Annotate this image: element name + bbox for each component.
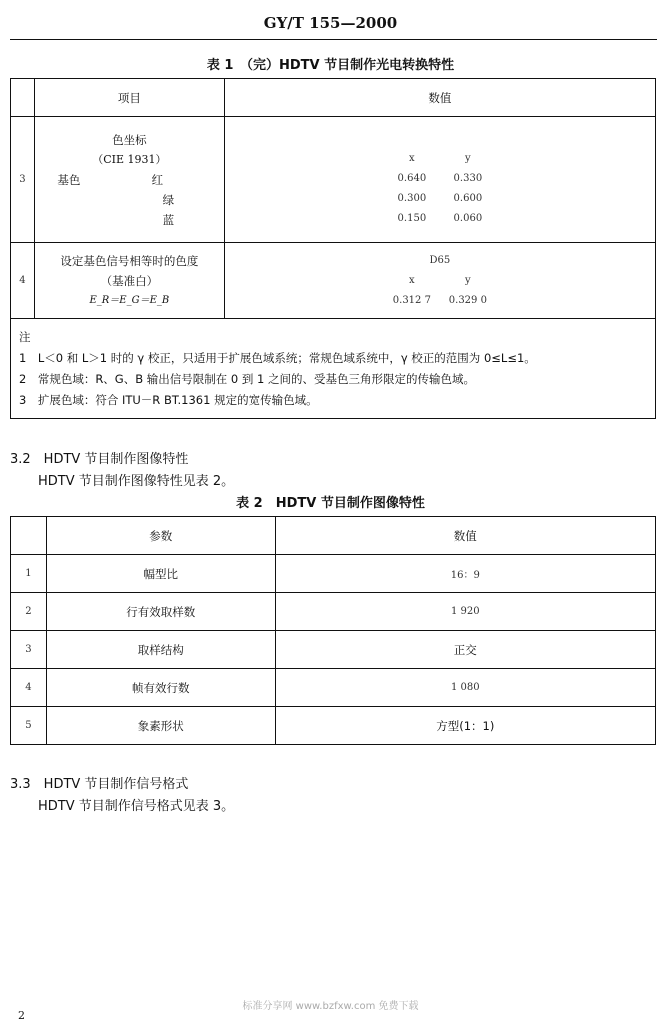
table1 <box>10 78 656 419</box>
header-rule <box>10 39 657 40</box>
table1-row4-values <box>224 243 655 319</box>
table1-row3-no: 3 <box>11 117 35 243</box>
table2-row <box>11 593 656 631</box>
table1-row-3 <box>11 117 656 243</box>
white-y: 0.329 0 <box>448 294 487 306</box>
table2-row <box>11 555 656 593</box>
row4-label-2: （基准白） <box>100 273 159 288</box>
table2-row-param: 象素形状 <box>46 707 275 745</box>
table2-row-value: 1 920 <box>275 593 655 631</box>
table1-notes <box>11 319 656 419</box>
red-y: 0.330 <box>453 172 483 184</box>
table2-row <box>11 669 656 707</box>
table1-row4-item <box>34 243 224 319</box>
section-3-2-text: HDTV 节目制作图像特性见表 2。 <box>38 474 235 489</box>
row3-value-head <box>225 149 655 169</box>
red-x: 0.640 <box>397 172 427 184</box>
table2-row <box>11 707 656 745</box>
table1-header-row <box>11 79 656 117</box>
row3-value-blue <box>225 209 655 229</box>
row3-label-1: 色坐标 <box>112 132 147 147</box>
table2-row <box>11 631 656 669</box>
table2-row-no: 1 <box>11 555 47 593</box>
note-3: 3 扩展色域：符合 ITU－R BT.1361 规定的宽传输色域。 <box>19 392 318 407</box>
table1-header-value: 数值 <box>224 79 655 117</box>
row4-label-1: 设定基色信号相等时的色度 <box>60 253 199 268</box>
table2-row-value: 1 080 <box>275 669 655 707</box>
table2-row-param: 帧有效行数 <box>46 669 275 707</box>
row4-values <box>225 291 655 311</box>
table1-row4-no: 4 <box>11 243 35 319</box>
table2-row-no: 2 <box>11 593 47 631</box>
table2-row-value: 正交 <box>275 631 655 669</box>
note-2: 2 常规色域：R、G、B 输出信号限制在 0 到 1 之间的、受基色三角形限定的传输色域。 <box>19 371 476 386</box>
table1-header-no <box>11 79 35 117</box>
row4-head-y: y <box>465 274 471 286</box>
row3-value-green <box>225 189 655 209</box>
row3-value-red <box>225 169 655 189</box>
row3-label-5: 蓝 <box>162 212 175 227</box>
table2 <box>10 516 656 745</box>
row4-label-3: E_R＝E_G＝E_B <box>89 294 170 306</box>
table2-row-value: 16：9 <box>275 555 655 593</box>
table2-row-no: 5 <box>11 707 47 745</box>
blue-x: 0.150 <box>397 212 427 224</box>
row4-value-head <box>225 271 655 291</box>
row3-label-3 <box>35 170 224 190</box>
section-3-3-heading: 3.3 HDTV 节目制作信号格式 <box>10 777 189 792</box>
footer-watermark: 标准分享网 www.bzfxw.com 免费下载 <box>242 1001 419 1012</box>
green-x: 0.300 <box>397 192 427 204</box>
note-1: 1 L＜0 和 L＞1 时的 γ 校正，只适用于扩展色域系统；常规色域系统中，γ 校正的范围为 0≤L≤1。 <box>19 350 536 365</box>
table2-header-value: 数值 <box>275 517 655 555</box>
green-y: 0.600 <box>453 192 483 204</box>
table1-notes-row <box>11 319 656 419</box>
white-x: 0.312 7 <box>392 294 431 306</box>
row3-label-3a: 基色 <box>57 172 81 187</box>
row3-head-y: y <box>465 152 471 164</box>
table2-row-no: 3 <box>11 631 47 669</box>
table2-header-param: 参数 <box>46 517 275 555</box>
table2-row-param: 行有效取样数 <box>46 593 275 631</box>
table2-row-value: 方型(1：1) <box>275 707 655 745</box>
table1-header-item: 项目 <box>34 79 224 117</box>
row3-label-3b: 红 <box>151 172 164 187</box>
row4-head-x: x <box>409 274 415 286</box>
table1-row3-item <box>34 117 224 243</box>
row3-head-x: x <box>409 152 415 164</box>
table2-caption: 表 2 HDTV 节目制作图像特性 <box>236 496 425 511</box>
section-3-2-heading: 3.2 HDTV 节目制作图像特性 <box>10 452 189 467</box>
table2-row-param: 取样结构 <box>46 631 275 669</box>
table2-header-no <box>11 517 47 555</box>
running-header: GY/T 155—2000 <box>263 14 398 32</box>
table1-row-4 <box>11 243 656 319</box>
row3-label-2: （CIE 1931） <box>92 152 167 166</box>
section-3-3-text: HDTV 节目制作信号格式见表 3。 <box>38 799 235 814</box>
row3-label-4: 绿 <box>162 192 175 207</box>
notes-label: 注 <box>19 329 31 344</box>
page-number: 2 <box>18 1009 25 1022</box>
table2-row-no: 4 <box>11 669 47 707</box>
table1-caption: 表 1 （完）HDTV 节目制作光电转换特性 <box>206 58 455 73</box>
table2-header-row <box>11 517 656 555</box>
table2-row-param: 幅型比 <box>46 555 275 593</box>
table1-row3-values <box>224 117 655 243</box>
row4-d65: D65 <box>429 254 451 266</box>
blue-y: 0.060 <box>453 212 483 224</box>
